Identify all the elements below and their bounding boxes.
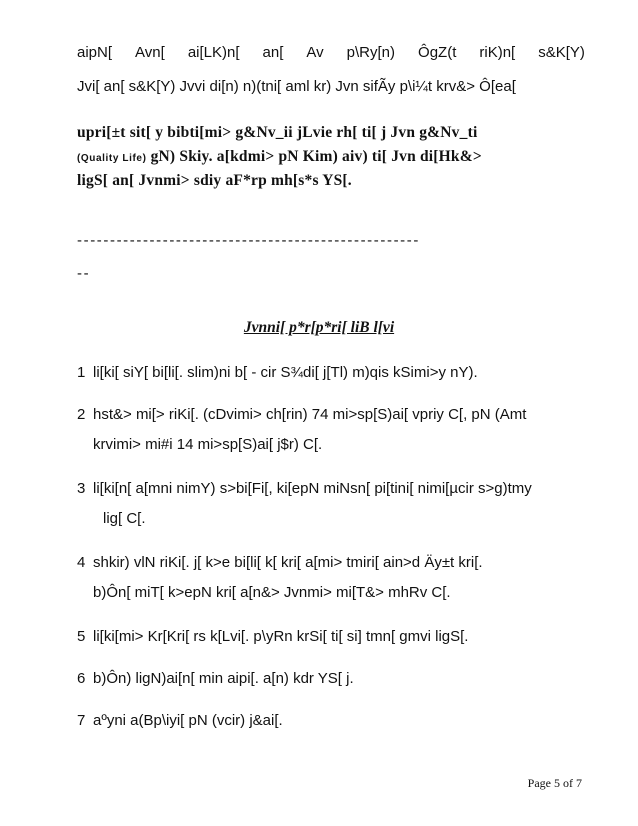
word: an[	[262, 44, 284, 61]
dashed-separator-line-1: ----------------------------------------------------	[77, 232, 420, 249]
list-number: 4	[77, 554, 86, 571]
word: ÔgZ(t	[418, 44, 457, 61]
list-item-text: aºyni a(Bp\iyi[ pN (vcir) j&ai[.	[93, 712, 283, 729]
dashed-separator-line-2: --	[77, 265, 91, 282]
list-item	[77, 400, 592, 460]
paragraph-2-line-2-text: gN) Skiy. a[kdmi> pN Kim) aiv) ti[ Jvn di[Hk&>	[146, 148, 482, 165]
paragraph-2-line-3: ligS[ an[ Jvnmi> sdiy aF*rp mh[s*s YS[.	[77, 172, 352, 189]
list-item	[77, 622, 592, 652]
page-number: Page 5 of 7	[527, 776, 582, 790]
list-item	[77, 664, 592, 694]
list-item	[77, 706, 592, 736]
word: Av	[306, 44, 324, 61]
list-item	[77, 358, 592, 388]
list-item-text: li[ki[n[ a[mni nimY) s>bi[Fi[, ki[epN miNsn[ pi[tini[ nimi[µcir s>g)tmy	[93, 480, 532, 497]
paragraph-2-line-2	[77, 148, 585, 166]
paragraph-1-line-1	[77, 44, 585, 61]
quality-life-note: (Quality Life)	[77, 153, 147, 164]
list-item-text: hst&> mi[> riKi[. (cDvimi> ch[rin) 74 mi>sp[S)ai[ vpriy C[, pN (Amt	[93, 406, 527, 423]
list-item-text-continued: lig[ C[.	[103, 510, 146, 527]
word: ai[LK)n[	[187, 44, 240, 61]
list-number: 2	[77, 406, 86, 423]
list-item-text-continued: b)Ôn[ miT[ k>epN kri[ a[n&> Jvnmi> mi[T&> mhRv C[.	[93, 584, 451, 601]
word: aipN[	[77, 44, 113, 61]
list-item-text: shkir) vlN riKi[. j[ k>e bi[li[ k[ kri[ a[mi> tmiri[ ain>d Äy±t kri[.	[93, 554, 483, 571]
word: riK)n[	[479, 44, 516, 61]
word: p\Ry[n)	[346, 44, 396, 61]
list-number: 6	[77, 670, 86, 687]
list-number: 5	[77, 628, 86, 645]
list-number: 1	[77, 364, 86, 381]
list-item	[77, 548, 592, 608]
list-number: 7	[77, 712, 86, 729]
list-item-text: b)Ôn) ligN)ai[n[ min aipi[. a[n) kdr YS[ j.	[93, 670, 354, 687]
list-item-text: li[ki[mi> Kr[Kri[ rs k[Lvi[. p\yRn krSi[ ti[ si] tmn[ gmvi ligS[.	[93, 628, 469, 645]
word: s&K[Y)	[538, 44, 585, 61]
list-item-text-continued: krvimi> mi#i 14 mi>sp[S)ai[ j$r) C[.	[93, 436, 323, 453]
word: Avn[	[135, 44, 165, 61]
section-heading: Jvnni[ p*r[p*ri[ liB l[vi	[243, 319, 395, 336]
paragraph-1-line-2: Jvi[ an[ s&K[Y) Jvvi di[n) n)(tni[ aml kr) Jvn sifÃy p\i¼t krv&> Ô[ea[	[77, 78, 516, 95]
list-number: 3	[77, 480, 86, 497]
list-item	[77, 474, 592, 534]
paragraph-2-line-1: upri[±t sit[ y bibti[mi> g&Nv_ii jLvie rh[ ti[ j Jvn g&Nv_ti	[77, 124, 478, 141]
list-item-text: li[ki[ siY[ bi[li[. slim)ni b[ - cir S¾di[ j[Tl) m)qis kSimi>y nY).	[93, 364, 478, 381]
